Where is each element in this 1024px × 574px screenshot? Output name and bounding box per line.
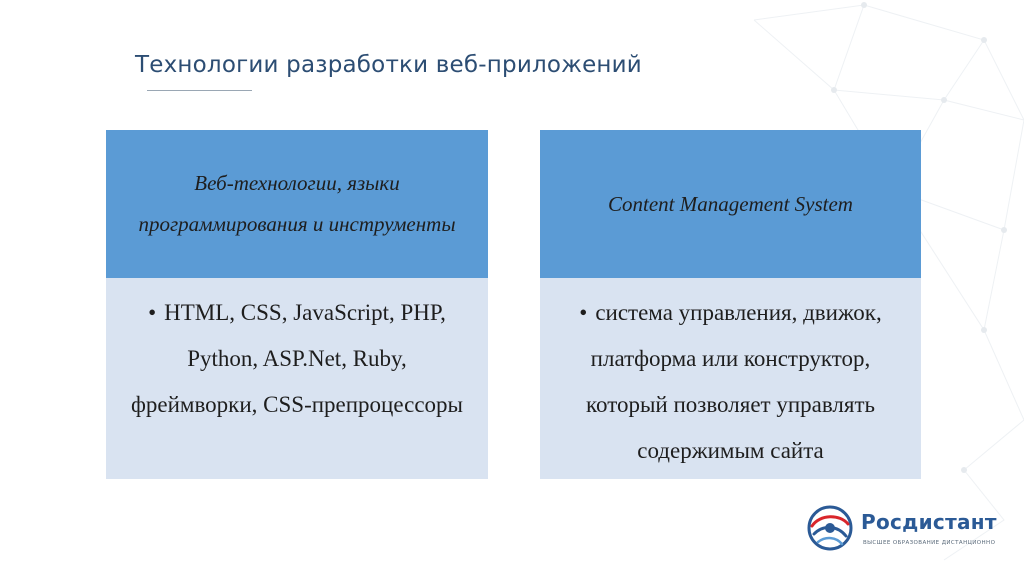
logo-tagline: ВЫСШЕЕ ОБРАЗОВАНИЕ ДИСТАНЦИОННО <box>863 540 996 546</box>
logo-name: Росдистант <box>861 510 997 534</box>
card-heading: Веб-технологии, языки программирования и инструменты <box>106 130 488 278</box>
card-body <box>540 278 921 479</box>
bullet-icon: • <box>148 300 157 325</box>
card-cms <box>540 130 921 479</box>
page-title: Технологии разработки веб-приложений <box>135 52 642 78</box>
card-web-technologies <box>106 130 488 479</box>
card-bullet-text: система управления, движок, платформа или конструктор, который позволяет управлять содержимым сайта <box>586 300 882 463</box>
card-heading: Content Management System <box>540 130 921 278</box>
bullet-icon: • <box>579 300 588 325</box>
globe-swirl-icon <box>806 504 854 552</box>
title-underline <box>147 90 252 91</box>
logo <box>806 504 1006 564</box>
card-body <box>106 278 488 479</box>
card-bullet-text: HTML, CSS, JavaScript, PHP, Python, ASP.Net, Ruby, фреймворки, CSS-препроцессоры <box>130 300 464 417</box>
